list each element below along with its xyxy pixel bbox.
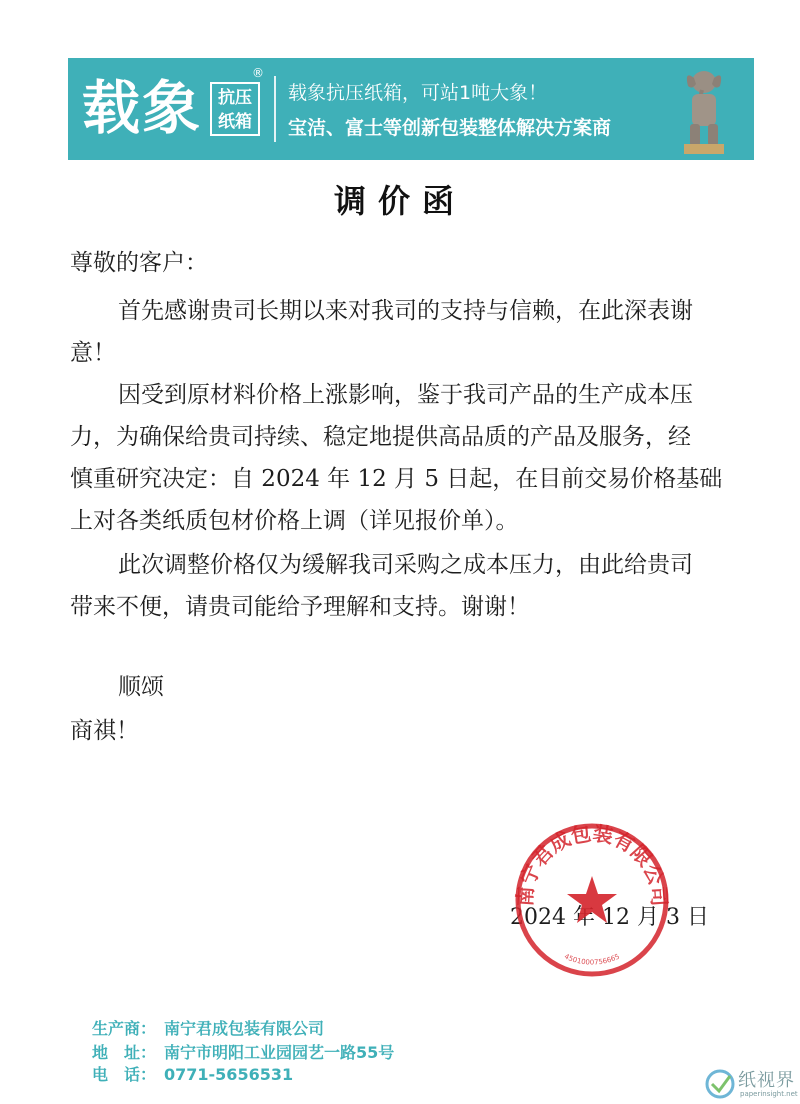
footer-address-label: 地 址： <box>92 1043 157 1062</box>
footer-maker-value: 南宁君成包装有限公司 <box>164 1019 325 1038</box>
footer-maker-label: 生产商： <box>92 1019 157 1038</box>
paragraph-2-line-4: 上对各类纸质包材价格上调（详见报价单）。 <box>70 508 519 534</box>
paragraph-2-line-2: 力，为确保给贵司持续、稳定地提供高品质的产品及服务，经 <box>70 424 691 450</box>
closing-wish: 商祺！ <box>70 718 139 744</box>
paragraph-1-line-1: 首先感谢贵司长期以来对我司的支持与信赖，在此深表谢 <box>118 298 693 324</box>
badge-line-2: 纸箱 <box>218 112 252 132</box>
slogan-line-1: 载象抗压纸箱，可站1吨大象！ <box>288 82 548 104</box>
elephant-mascot-icon <box>680 64 728 156</box>
closing-greeting: 顺颂 <box>118 674 164 700</box>
banner-divider <box>274 76 276 142</box>
badge-line-1: 抗压 <box>218 88 252 108</box>
slogan-line-2: 宝洁、富士等创新包装整体解决方案商 <box>288 117 612 139</box>
svg-text:4501000756665: 4501000756665 <box>563 952 621 967</box>
svg-text:南宁君成包装有限公司: 南宁君成包装有限公司 <box>512 821 672 908</box>
registered-mark: ® <box>252 66 264 80</box>
paragraph-2-line-1: 因受到原材料价格上涨影响，鉴于我司产品的生产成本压 <box>118 382 693 408</box>
paragraph-3-line-1: 此次调整价格仅为缓解我司采购之成本压力，由此给贵司 <box>118 552 693 578</box>
footer-address <box>92 1040 394 1063</box>
watermark-text: 纸视界 <box>738 1070 795 1091</box>
product-badge <box>210 82 260 136</box>
footer-phone-value: 0771-5656531 <box>164 1065 294 1084</box>
paragraph-2-line-3: 慎重研究决定：自 2024 年 12 月 5 日起，在目前交易价格基础 <box>70 466 723 492</box>
letter-title: 调价函 <box>333 182 466 220</box>
letter-date: 2024 年 12 月 3 日 <box>510 905 709 930</box>
footer-maker <box>92 1016 324 1039</box>
paragraph-1-line-2: 意！ <box>70 340 116 366</box>
footer-address-value: 南宁市明阳工业园园艺一路55号 <box>164 1043 395 1062</box>
footer-phone-label: 电 话： <box>92 1065 157 1084</box>
brand-logo: 载象 <box>82 74 203 142</box>
watermark-url: paperinsight.net <box>740 1090 798 1098</box>
header-banner <box>68 58 754 160</box>
paragraph-3-line-2: 带来不便，请贵司能给予理解和支持。谢谢！ <box>70 594 530 620</box>
company-seal <box>512 820 672 980</box>
footer-phone <box>92 1062 293 1085</box>
salutation: 尊敬的客户： <box>70 250 208 276</box>
